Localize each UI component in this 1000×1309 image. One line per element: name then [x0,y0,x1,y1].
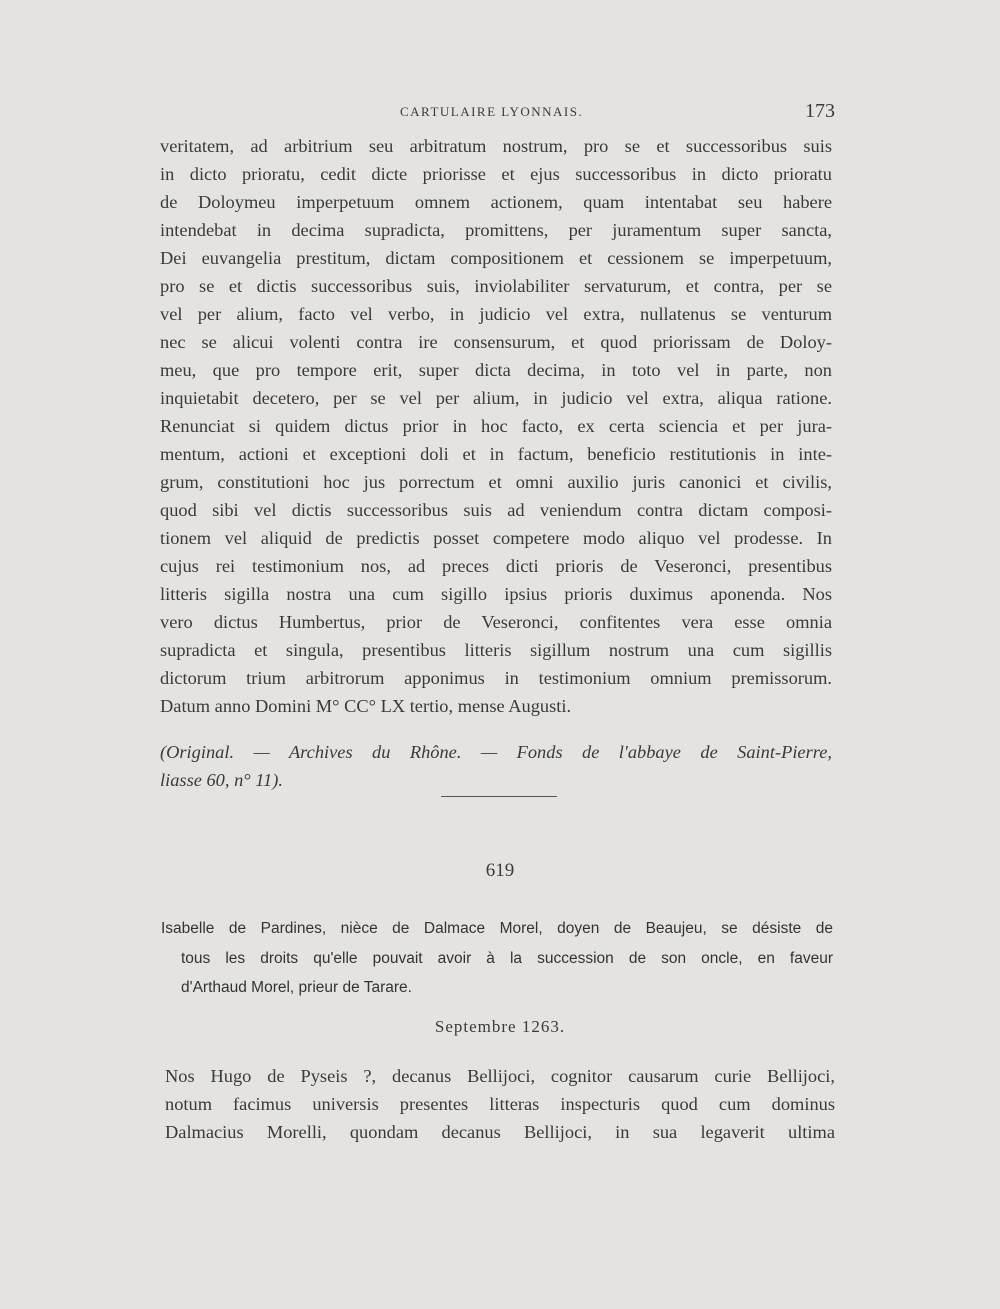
text-line: Dei euvangelia prestitum, dictam compositionem et cessionem se imperpetuum, [160,248,832,268]
text-line: quod sibi vel dictis successoribus suis ad veniendum contra dictam composi- [160,500,832,520]
text-line: inquietabit decetero, per se vel per alium, in judicio vel extra, aliqua ratione. [160,388,832,408]
text-line: nec se alicui volenti contra ire consensurum, et quod priorissam de Doloy- [160,332,832,352]
text-line: Dalmacius Morelli, quondam decanus Bellijoci, in sua legaverit ultima [165,1122,835,1142]
page-number: 173 [805,100,835,122]
text-line: veritatem, ad arbitrium seu arbitratum nostrum, pro se et successoribus suis [160,136,832,156]
text-line: meu, que pro tempore erit, super dicta decima, in toto vel in parte, non [160,360,832,380]
text-line: vero dictus Humbertus, prior de Veseronci, confitentes vera esse omnia [160,612,832,632]
text-line: Datum anno Domini M° CC° LX tertio, mense Augusti. [160,696,572,716]
text-line: Renunciat si quidem dictus prior in hoc facto, ex certa sciencia et per jura- [160,416,832,436]
citation-line: liasse 60, n° 11). [160,770,283,790]
text-line: dictorum trium arbitrorum apponimus in testimonium omnium premissorum. [160,668,832,688]
text-line: mentum, actioni et exceptioni doli et in factum, beneficio restitutionis in inte- [160,444,832,464]
text-line: intendebat in decima supradicta, promittens, per juramentum super sancta, [160,220,832,240]
text-line: grum, constitutioni hoc jus porrectum et omni auxilio juris canonici et civilis, [160,472,832,492]
text-line: tionem vel aliquid de predictis posset competere modo aliquo vel prodesse. In [160,528,832,548]
summary-line: d'Arthaud Morel, prieur de Tarare. [181,979,412,996]
citation-line: (Original. — Archives du Rhône. — Fonds de l'abbaye de Saint-Pierre, [160,742,832,762]
text-line: de Doloymeu imperpetuum omnem actionem, quam intentabat seu habere [160,192,832,212]
summary-line: Isabelle de Pardines, nièce de Dalmace Morel, doyen de Beaujeu, se désiste de [161,920,833,937]
text-line: pro se et dictis successoribus suis, inviolabiliter servaturum, et contra, per se [160,276,832,296]
summary-line: tous les droits qu'elle pouvait avoir à la succession de son oncle, en faveur [181,950,833,967]
text-line: litteris sigilla nostra una cum sigillo ipsius prioris duximus aponenda. Nos [160,584,832,604]
text-line: notum facimus universis presentes litteras inspecturis quod cum dominus [165,1094,835,1114]
text-line: Nos Hugo de Pyseis ?, decanus Bellijoci, cognitor causarum curie Bellijoci, [165,1066,835,1086]
text-line: cujus rei testimonium nos, ad preces dicti prioris de Veseronci, presentibus [160,556,832,576]
text-line: in dicto prioratu, cedit dicte priorisse et ejus successoribus in dicto prioratu [160,164,832,184]
section-divider [441,796,557,797]
running-title: CARTULAIRE LYONNAIS. [400,104,584,119]
text-line: vel per alium, facto vel verbo, in judicio vel extra, nullatenus se venturum [160,304,832,324]
document-number: 619 [485,860,515,881]
text-line: supradicta et singula, presentibus litteris sigillum nostrum una cum sigillis [160,640,832,660]
document-date: Septembre 1263. [434,1017,566,1036]
